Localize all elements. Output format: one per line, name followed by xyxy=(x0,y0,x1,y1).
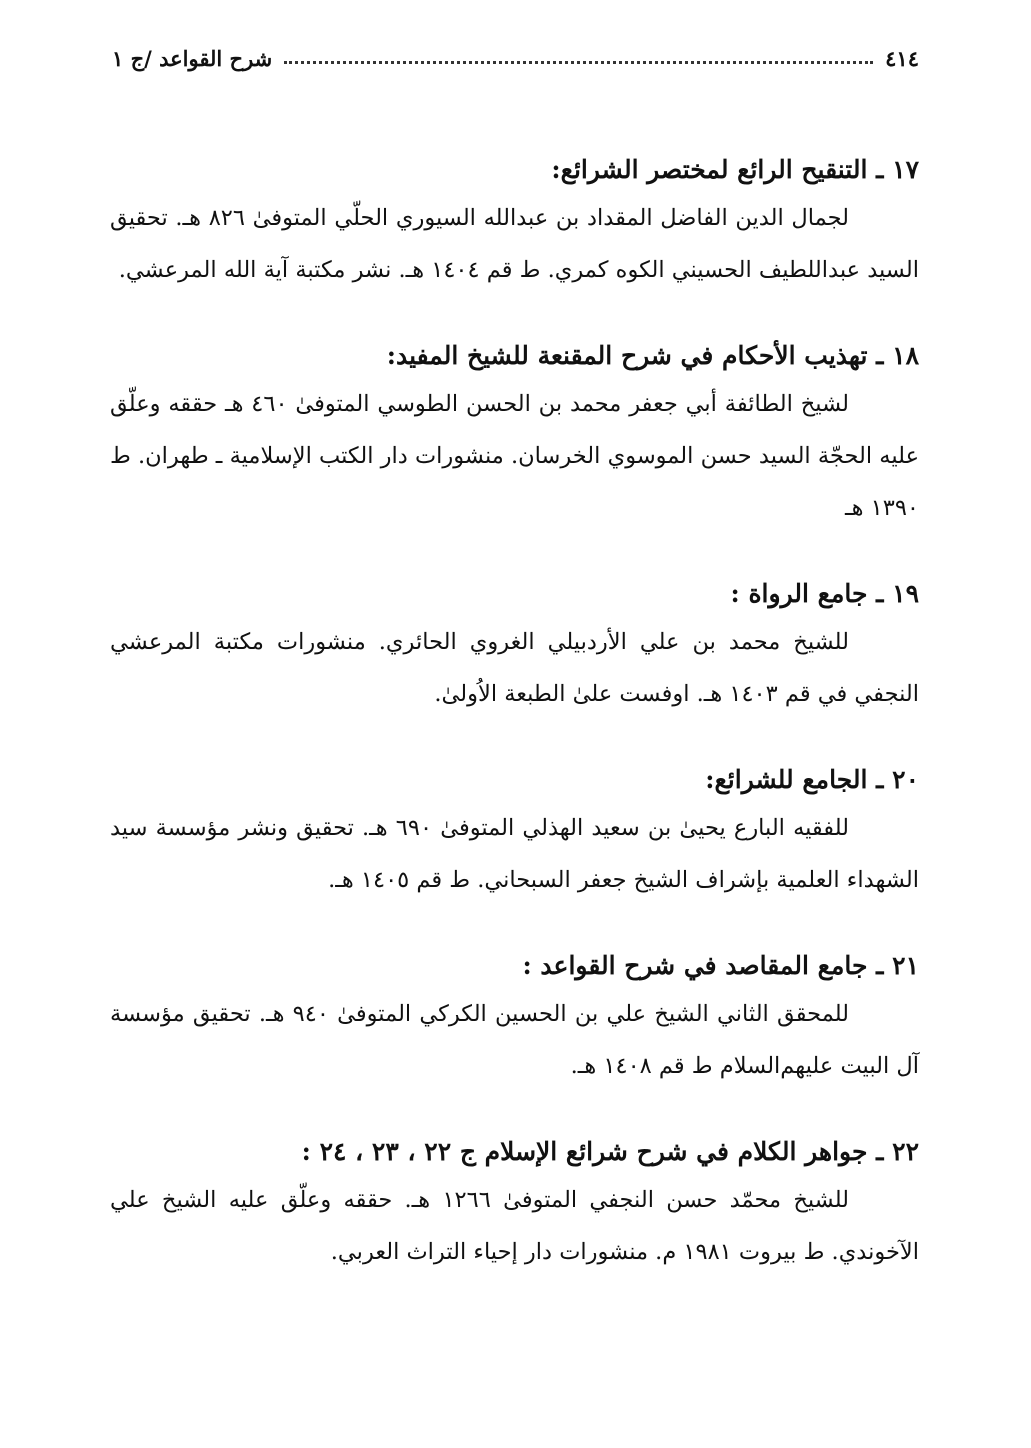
entry-title: ١٩ ـ جامع الرواة : xyxy=(730,579,919,608)
entry-body: للشيخ محمّد حسن النجفي المتوفىٰ ١٢٦٦ هـ. حققه وعلّق عليه الشيخ علي الآخوندي. ط بيروت ١٩٨١ م. منشورات دار إحياء التراث العربي. xyxy=(110,1187,919,1265)
entry-title: ٢٠ ـ الجامع للشرائع: xyxy=(705,765,919,794)
bibliography-entry xyxy=(110,334,919,534)
bibliography-entry xyxy=(110,944,919,1092)
entry-body: للشيخ محمد بن علي الأردبيلي الغروي الحائري. منشورات مكتبة المرعشي النجفي في قم ١٤٠٣ هـ. اوفست علىٰ الطبعة الاُولىٰ. xyxy=(110,629,919,707)
entry-title: ٢٢ ـ جواهر الكلام في شرح شرائع الإسلام ج ٢٢ ، ٢٣ ، ٢٤ : xyxy=(301,1137,919,1166)
bibliography-entry xyxy=(110,758,919,906)
running-header xyxy=(112,40,919,76)
bibliography-entry xyxy=(110,572,919,720)
page-number: ٤١٤ xyxy=(885,45,919,71)
bibliography-entry xyxy=(110,1130,919,1278)
header-dot-leader xyxy=(284,61,873,64)
running-title: شرح القواعد /ج ١ xyxy=(112,45,273,71)
entry-title: ١٧ ـ التنقيح الرائع لمختصر الشرائع: xyxy=(551,155,919,184)
entry-body: لجمال الدين الفاضل المقداد بن عبدالله السيوري الحلّي المتوفىٰ ٨٢٦ هـ. تحقيق السيد عبداللطيف الحسيني الكوه كمري. ط قم ١٤٠٤ هـ. نشر مكتبة آية الله المرعشي. xyxy=(110,205,919,283)
entry-body: لشيخ الطائفة أبي جعفر محمد بن الحسن الطوسي المتوفىٰ ٤٦٠ هـ حققه وعلّق عليه الحجّة السيد حسن الموسوي الخرسان. منشورات دار الكتب الإسلامية ـ طهران. ط ١٣٩٠ هـ xyxy=(110,391,919,521)
entry-body: للمحقق الثاني الشيخ علي بن الحسين الكركي المتوفىٰ ٩٤٠ هـ. تحقيق مؤسسة آل البيت عليهم‌السلام ط قم ١٤٠٨ هـ. xyxy=(110,1001,919,1079)
bibliography-list xyxy=(110,148,919,1316)
entry-title: ١٨ ـ تهذيب الأحكام في شرح المقنعة للشيخ المفيد: xyxy=(386,341,919,370)
entry-title: ٢١ ـ جامع المقاصد في شرح القواعد : xyxy=(522,951,919,980)
bibliography-entry xyxy=(110,148,919,296)
entry-body: للفقيه البارع يحيىٰ بن سعيد الهذلي المتوفىٰ ٦٩٠ هـ. تحقيق ونشر مؤسسة سيد الشهداء العلمية بإشراف الشيخ جعفر السبحاني. ط قم ١٤٠٥ هـ. xyxy=(110,815,919,893)
